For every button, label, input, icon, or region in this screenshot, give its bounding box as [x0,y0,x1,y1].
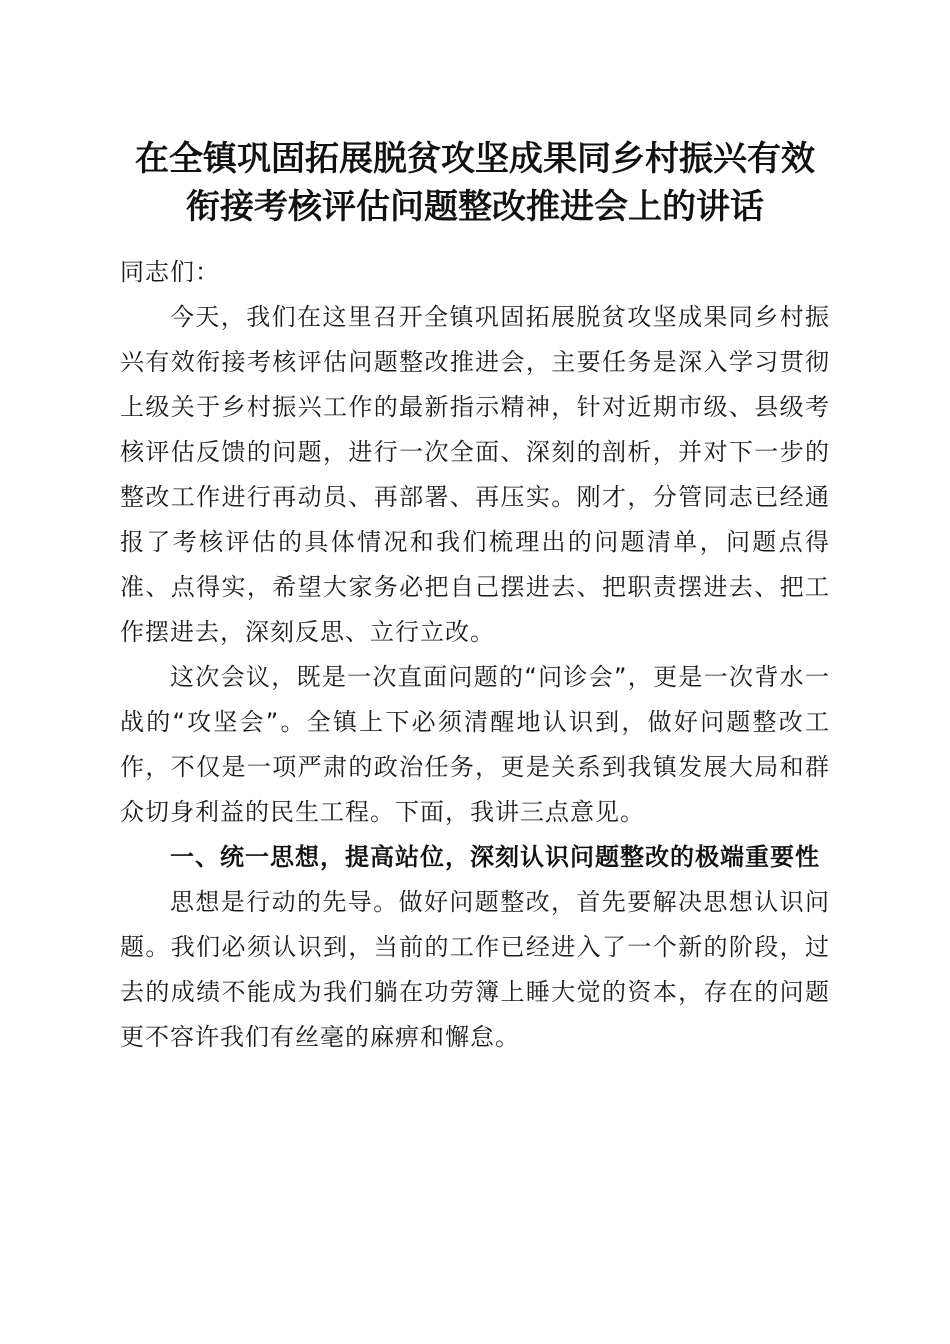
title-line-2: 衔接考核评估问题整改推进会上的讲话 [186,187,764,227]
paragraph-meeting-purpose: 这次会议，既是一次直面问题的“问诊会”，更是一次背水一战的“攻坚会”。全镇上下必须清醒地认识到，做好问题整改工作，不仅是一项严肃的政治任务，更是关系到我镇发展大局和群众切身利益的民生工程。下面，我讲三点意见。 [120,663,830,826]
salutation: 同志们： [120,258,220,286]
paragraph-opening: 今天，我们在这里召开全镇巩固拓展脱贫攻坚成果同乡村振兴有效衔接考核评估问题整改推进会，主要任务是深入学习贯彻上级关于乡村振兴工作的最新指示精神，针对近期市级、县级考核评估反馈的问题，进行一次全面、深刻的剖析，并对下一步的整改工作进行再动员、再部署、再压实。刚才，分管同志已经通报了考核评估的具体情况和我们梳理出的问题清单，问题点得准、点得实，希望大家务必把自己摆进去、把职责摆进去、把工作摆进去，深刻反思、立行立改。 [120,303,830,646]
section-1-paragraph: 思想是行动的先导。做好问题整改，首先要解决思想认识问题。我们必须认识到，当前的工作已经进入了一个新的阶段，过去的成绩不能成为我们躺在功劳簿上睡大觉的资本，存在的问题更不容许我们有丝毫的麻痹和懈怠。 [120,888,830,1051]
section-heading-1: 一、统一思想，提高站位，深刻认识问题整改的极端重要性 [170,843,820,871]
title-line-1: 在全镇巩固拓展脱贫攻坚成果同乡村振兴有效 [135,139,815,179]
document-title [100,135,850,231]
document-body [120,250,830,1060]
